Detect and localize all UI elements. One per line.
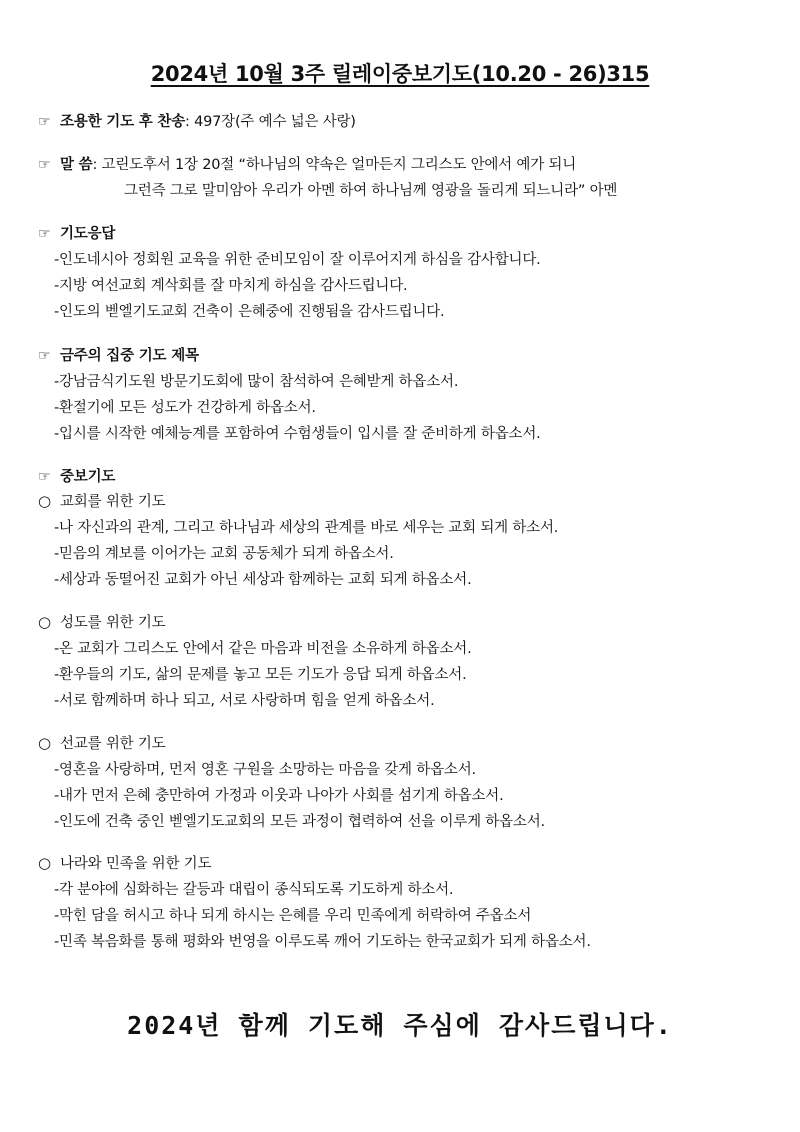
closing-thanks: 2024년 함께 기도해 주심에 감사드립니다. bbox=[127, 1011, 673, 1040]
page-title-text: 2024년 10월 3주 릴레이중보기도(10.20 - 26)315 bbox=[150, 62, 650, 86]
word-line-1 bbox=[38, 153, 576, 174]
answered-item: -인도네시아 정회원 교육을 위한 준비모임이 잘 이루어지게 하심을 감사합니다. bbox=[54, 252, 541, 268]
circle-bullet-icon: ○ bbox=[38, 613, 51, 631]
focus-item: -입시를 시작한 예체능계를 포함하여 수험생들이 입시를 잘 준비하게 하옵소서. bbox=[54, 426, 541, 442]
group-item: -인도에 건축 중인 벧엘기도교회의 모든 과정이 협력하여 선을 이루게 하옵소서. bbox=[54, 814, 545, 830]
group-item: -영혼을 사랑하며, 먼저 영혼 구원을 소망하는 마음을 갖게 하옵소서. bbox=[54, 762, 476, 778]
pointing-hand-icon: ☞ bbox=[38, 348, 51, 364]
pointing-hand-icon: ☞ bbox=[38, 226, 51, 242]
answered-heading bbox=[38, 222, 115, 243]
group-title-text: 성도를 위한 기도 bbox=[60, 615, 166, 631]
page-title bbox=[0, 58, 800, 88]
word-line-2: 그런즉 그로 말미암아 우리가 아멘 하여 하나님께 영광을 돌리게 되느니라” 아멘 bbox=[124, 183, 618, 199]
focus-item: -강남금식기도원 방문기도회에 많이 참석하여 은혜받게 하옵소서. bbox=[54, 374, 459, 390]
focus-heading-text: 금주의 집중 기도 제목 bbox=[60, 348, 199, 364]
group-item: -막힌 담을 허시고 하나 되게 하시는 은혜를 우리 민족에게 허락하여 주옵소서 bbox=[54, 908, 532, 924]
group-item: -온 교회가 그리스도 안에서 같은 마음과 비전을 소유하게 하옵소서. bbox=[54, 641, 472, 657]
group-item: -민족 복음화를 통해 평화와 번영을 이루도록 깨어 기도하는 한국교회가 되게 하옵소서. bbox=[54, 934, 591, 950]
group-title-text: 나라와 민족을 위한 기도 bbox=[60, 856, 212, 872]
circle-bullet-icon: ○ bbox=[38, 854, 51, 872]
group-title-church bbox=[38, 490, 165, 511]
intercession-heading-text: 중보기도 bbox=[60, 469, 116, 485]
group-title-nation bbox=[38, 852, 211, 873]
group-item: -내가 먼저 은혜 충만하여 가정과 이웃과 나아가 사회를 섬기게 하옵소서. bbox=[54, 788, 504, 804]
circle-bullet-icon: ○ bbox=[38, 492, 51, 510]
hymn-line bbox=[38, 110, 356, 131]
group-title-mission bbox=[38, 732, 165, 753]
word-text-1: : 고린도후서 1장 20절 “하나님의 약속은 얼마든지 그리스도 안에서 예가 되니 bbox=[92, 157, 577, 173]
group-item: -나 자신과의 관계, 그리고 하나님과 세상의 관계를 바로 세우는 교회 되게 하소서. bbox=[54, 520, 559, 536]
group-item: -세상과 동떨어진 교회가 아닌 세상과 함께하는 교회 되게 하옵소서. bbox=[54, 572, 472, 588]
word-label: 말 씀 bbox=[60, 157, 93, 173]
group-title-text: 선교를 위한 기도 bbox=[60, 736, 166, 752]
pointing-hand-icon: ☞ bbox=[38, 469, 51, 485]
group-title-saints bbox=[38, 611, 165, 632]
answered-heading-text: 기도응답 bbox=[60, 226, 116, 242]
hymn-label: 조용한 기도 후 찬송 bbox=[60, 114, 185, 130]
pointing-hand-icon: ☞ bbox=[38, 114, 51, 130]
group-item: -서로 함께하며 하나 되고, 서로 사랑하며 힘을 얻게 하옵소서. bbox=[54, 693, 435, 709]
focus-heading bbox=[38, 344, 199, 365]
answered-item: -인도의 벧엘기도교회 건축이 은혜중에 진행됨을 감사드립니다. bbox=[54, 304, 445, 320]
group-title-text: 교회를 위한 기도 bbox=[60, 494, 166, 510]
focus-item: -환절기에 모든 성도가 건강하게 하옵소서. bbox=[54, 400, 316, 416]
answered-item: -지방 여선교회 계삭회를 잘 마치게 하심을 감사드립니다. bbox=[54, 278, 408, 294]
group-item: -믿음의 계보를 이어가는 교회 공동체가 되게 하옵소서. bbox=[54, 546, 394, 562]
intercession-heading bbox=[38, 465, 115, 486]
pointing-hand-icon: ☞ bbox=[38, 157, 51, 173]
group-item: -환우들의 기도, 삶의 문제를 놓고 모든 기도가 응답 되게 하옵소서. bbox=[54, 667, 467, 683]
hymn-text: : 497장(주 예수 넓은 사랑) bbox=[185, 114, 356, 130]
circle-bullet-icon: ○ bbox=[38, 734, 51, 752]
group-item: -각 분야에 심화하는 갈등과 대립이 종식되도록 기도하게 하소서. bbox=[54, 882, 454, 898]
